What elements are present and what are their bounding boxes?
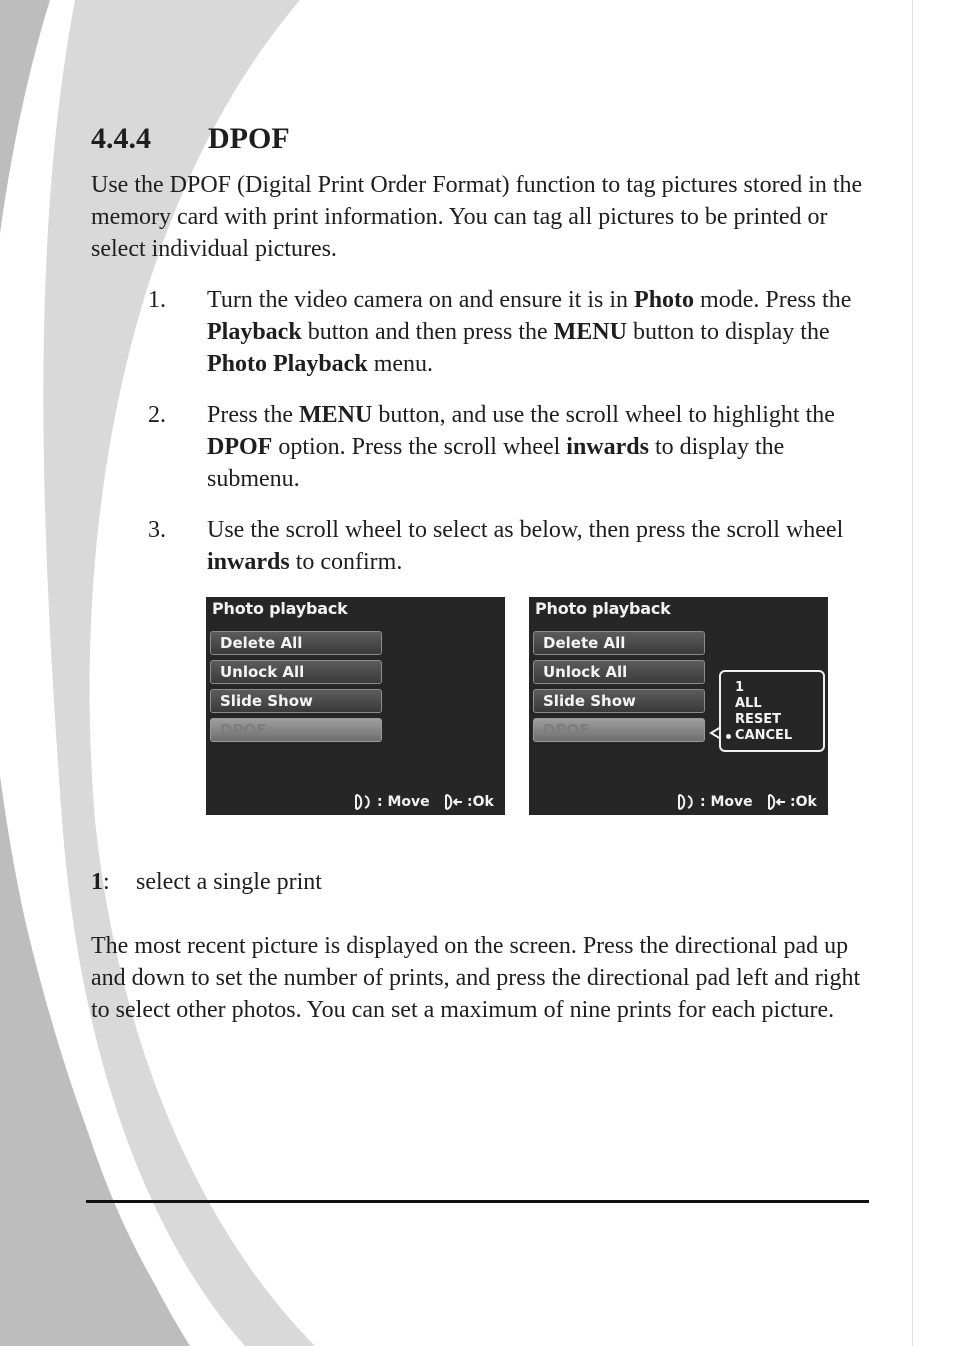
- scroll-wheel-icon: [677, 793, 697, 811]
- step-text: [207, 399, 867, 495]
- step-emphasis: inwards: [566, 434, 649, 460]
- option-separator: :: [103, 869, 110, 895]
- step-run: option. Press the scroll wheel: [272, 434, 567, 460]
- section-heading: [91, 120, 290, 158]
- selection-dot-icon: [726, 734, 731, 739]
- hint-ok: [767, 793, 817, 811]
- menu-item-unlock-all: Unlock All: [533, 660, 705, 684]
- step-emphasis: MENU: [553, 319, 627, 345]
- step-emphasis: DPOF: [207, 434, 273, 460]
- step-run: button to display the: [626, 319, 830, 345]
- scroll-wheel-press-icon: [767, 793, 787, 811]
- step-emphasis: MENU: [299, 402, 373, 428]
- step-number: 2.: [148, 402, 166, 428]
- camera-screen-photo-playback: [206, 597, 505, 815]
- step-emphasis: Photo: [634, 287, 695, 313]
- submenu-item-reset: RESET: [735, 712, 782, 727]
- section-title: DPOF: [208, 122, 290, 155]
- menu-item-delete-all: Delete All: [210, 631, 382, 655]
- hint-move-label: : Move: [377, 794, 430, 810]
- step-run: Use the scroll wheel to select as below, then press the scroll wheel: [207, 517, 844, 543]
- menu-item-dpof-highlighted: DPOF: [210, 718, 382, 742]
- intro-paragraph: Use the DPOF (Digital Print Order Format) function to tag pictures stored in the memory card with print information. You can tag all pictures to be printed or select individual pictures.: [91, 172, 863, 262]
- footer-rule: [86, 1200, 869, 1203]
- scroll-wheel-press-icon: [444, 793, 464, 811]
- section-number: 4.4.4: [91, 122, 151, 155]
- menu-item-slide-show: Slide Show: [533, 689, 705, 713]
- scroll-wheel-icon: [354, 793, 374, 811]
- dpof-submenu: [719, 670, 825, 752]
- body-paragraph: The most recent picture is displayed on the screen. Press the directional pad up and down to set the number of prints, and press the directional pad left and right to select other photos. You can set a maximum of nine prints for each picture.: [91, 933, 861, 1023]
- submenu-item-single: 1: [735, 680, 745, 695]
- step-emphasis: Photo Playback: [207, 351, 368, 377]
- hint-move: [677, 793, 753, 811]
- submenu-item-cancel: CANCEL: [735, 728, 793, 743]
- hint-ok-label: :Ok: [467, 794, 494, 810]
- option-definition: [91, 866, 322, 898]
- step-run: to confirm.: [289, 549, 403, 575]
- step-number: 3.: [148, 517, 166, 543]
- hint-move: [354, 793, 430, 811]
- menu-item-unlock-all: Unlock All: [210, 660, 382, 684]
- step-run: button, and use the scroll wheel to highlight the: [372, 402, 835, 428]
- hint-ok: [444, 793, 494, 811]
- step-text: [207, 284, 867, 380]
- step-emphasis: inwards: [207, 549, 290, 575]
- submenu-item-all: ALL: [735, 696, 762, 711]
- step-text: [207, 514, 867, 578]
- step-run: menu.: [367, 351, 434, 377]
- option-key: 1: [91, 869, 103, 895]
- step-run: mode. Press the: [694, 287, 852, 313]
- screen-title: Photo playback: [535, 599, 671, 618]
- camera-screen-dpof-submenu: [529, 597, 828, 815]
- hint-move-label: : Move: [700, 794, 753, 810]
- menu-item-dpof-highlighted: DPOF: [533, 718, 705, 742]
- step-run: Turn the video camera on and ensure it is in: [207, 287, 635, 313]
- step-number: 1.: [148, 287, 166, 313]
- hint-ok-label: :Ok: [790, 794, 817, 810]
- step-emphasis: Playback: [207, 319, 302, 345]
- step-run: Press the: [207, 402, 299, 428]
- step-run: to display the submenu.: [207, 434, 785, 492]
- option-description: select a single print: [136, 869, 322, 895]
- step-run: button and then press the: [301, 319, 554, 345]
- menu-item-slide-show: Slide Show: [210, 689, 382, 713]
- menu-item-delete-all: Delete All: [533, 631, 705, 655]
- screen-title: Photo playback: [212, 599, 348, 618]
